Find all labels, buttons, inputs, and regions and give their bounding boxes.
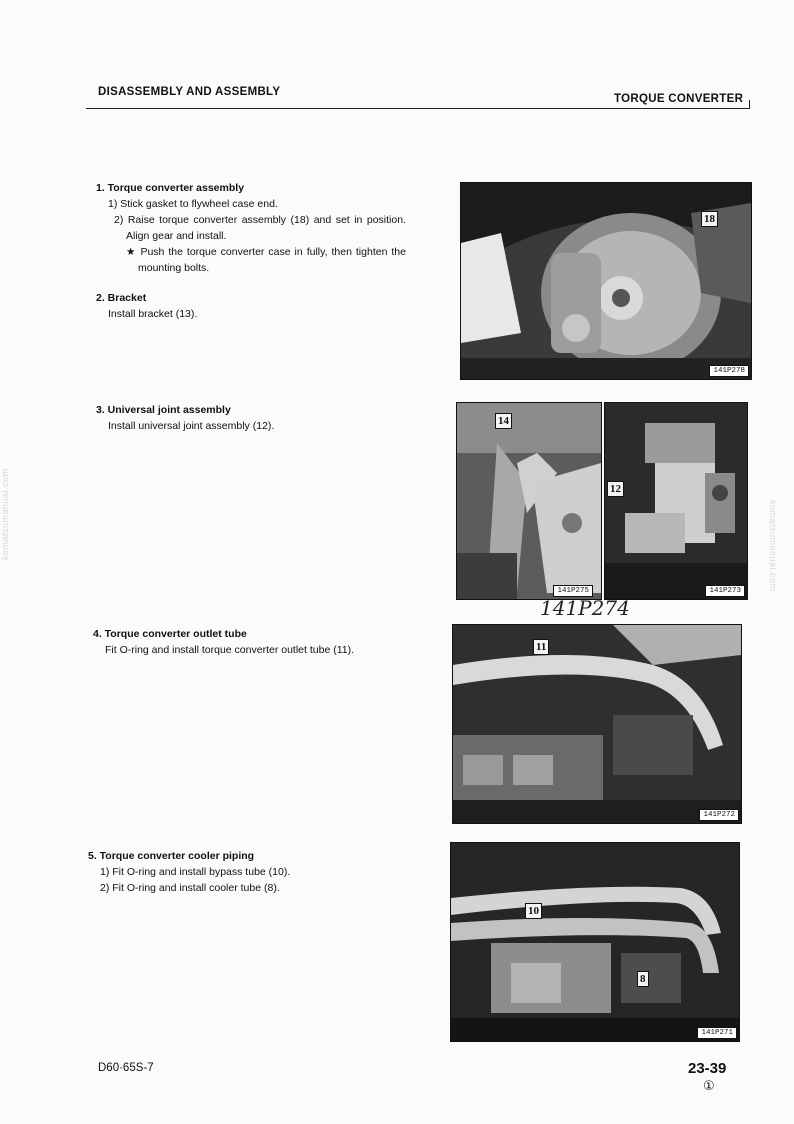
photo-illustration xyxy=(453,625,741,823)
step-outlet-tube xyxy=(93,626,403,658)
step-line: Fit O-ring and install torque converter outlet tube (11). xyxy=(105,644,355,656)
step-line: 2) Raise torque converter assembly (18) and set in position. Align gear and install. xyxy=(114,214,406,242)
figure-code: 141P272 xyxy=(699,809,739,821)
callout-8: 8 xyxy=(637,971,649,987)
figure-outlet-tube-photo xyxy=(452,624,742,824)
figure-torque-converter-photo xyxy=(460,182,752,380)
step-line: 1) Stick gasket to flywheel case end. xyxy=(108,198,278,210)
step-universal-joint xyxy=(96,402,406,434)
callout-10: 10 xyxy=(525,903,542,919)
step-line: Install bracket (13). xyxy=(108,308,198,320)
step-line: Install universal joint assembly (12). xyxy=(108,420,275,432)
step-note: ★ Push the torque converter case in fully, then tighten the mounting bolts. xyxy=(126,246,406,274)
figure-code: 141P271 xyxy=(697,1027,737,1039)
topic-title: TORQUE CONVERTER xyxy=(614,93,744,105)
callout-18: 18 xyxy=(701,211,718,227)
step-torque-converter-assembly xyxy=(96,180,406,276)
handwritten-figure-code: 141P274 xyxy=(540,596,630,620)
callout-12: 12 xyxy=(607,481,624,497)
figure-code: 141P278 xyxy=(709,365,749,377)
step-title: 5. Torque converter cooler piping xyxy=(88,850,255,862)
figure-universal-joint-left-photo xyxy=(456,402,602,600)
section-title: DISASSEMBLY AND ASSEMBLY xyxy=(98,86,281,98)
step-line: 2) Fit O-ring and install cooler tube (8). xyxy=(100,882,280,894)
revision-mark: ① xyxy=(703,1078,715,1093)
photo-illustration xyxy=(451,843,739,1041)
figure-universal-joint-right-photo xyxy=(604,402,748,600)
figure-code: 141P273 xyxy=(705,585,745,597)
watermark-right: komatsumanual.com xyxy=(768,500,778,592)
model-number: D60·65S-7 xyxy=(98,1062,154,1074)
header-rule-tick xyxy=(749,100,750,109)
photo-illustration xyxy=(605,403,747,599)
step-title: 3. Universal joint assembly xyxy=(96,404,231,416)
step-bracket xyxy=(96,290,406,322)
callout-11: 11 xyxy=(533,639,549,655)
step-line: 1) Fit O-ring and install bypass tube (10). xyxy=(100,866,291,878)
page-number: 23-39 xyxy=(688,1060,727,1077)
figure-code: 141P275 xyxy=(553,585,593,597)
header-rule xyxy=(86,108,750,109)
callout-14: 14 xyxy=(495,413,512,429)
figure-cooler-piping-photo xyxy=(450,842,740,1042)
photo-illustration xyxy=(457,403,601,599)
watermark-left: komatsumanual.com xyxy=(0,468,10,560)
step-cooler-piping xyxy=(88,848,398,896)
step-title: 4. Torque converter outlet tube xyxy=(93,628,247,640)
step-title: 2. Bracket xyxy=(96,292,147,304)
step-title: 1. Torque converter assembly xyxy=(96,182,245,194)
